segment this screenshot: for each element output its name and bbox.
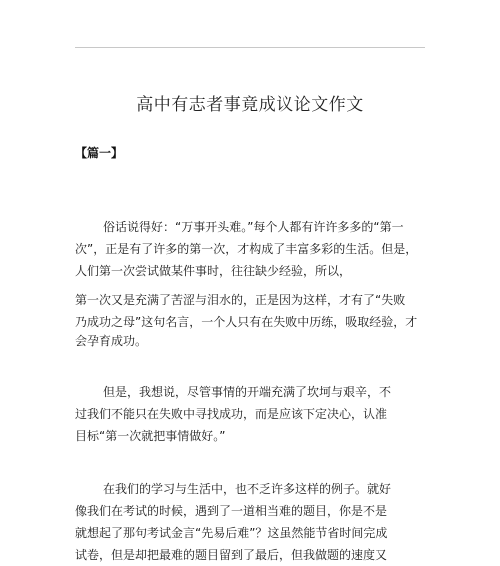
- paragraph-4-line-3: 就想起了那句考试金言“先易后难”？这虽然能节省时间完成: [75, 526, 388, 540]
- paragraph-4-line-4: 试卷，但是却把最难的题目留到了最后，但我做题的速度又: [75, 548, 388, 562]
- document-title: 高中有志者事竟成议论文作文: [136, 95, 364, 115]
- paragraph-2-line-3: 会孕育成功。: [75, 334, 148, 348]
- paragraph-3-line-1: 但是，我想说，尽管事情的开端充满了坎坷与艰辛，不: [103, 385, 392, 399]
- top-divider: [75, 47, 425, 48]
- paragraph-1-line-1: 俗话说得好：“万事开头难。”每个人都有许许多多的“第一: [103, 220, 404, 234]
- paragraph-4-line-2: 像我们在考试的时候，遇到了一道相当难的题目，你是不是: [75, 504, 388, 518]
- paragraph-3-line-2: 过我们不能只在失败中寻找成功，而是应该下定决心，认准: [75, 407, 388, 421]
- paragraph-4-line-1: 在我们的学习与生活中，也不乏许多这样的例子。就好: [103, 482, 392, 496]
- paragraph-1-line-2: 次”，正是有了许多的第一次，才构成了丰富多彩的生活。但是，: [75, 242, 418, 256]
- paragraph-1-line-3: 人们第一次尝试做某件事时，往往缺少经验，所以，: [75, 264, 352, 278]
- paragraph-2-line-2: 乃成功之母”这句名言，一个人只有在失败中历练，吸取经验，才: [75, 315, 418, 329]
- paragraph-3-line-3: 目标“第一次就把事情做好。”: [75, 429, 226, 443]
- section-label: 【篇一】: [75, 146, 124, 160]
- paragraph-2-line-1: 第一次又是充满了苦涩与泪水的，正是因为这样，才有了“失败: [75, 293, 406, 307]
